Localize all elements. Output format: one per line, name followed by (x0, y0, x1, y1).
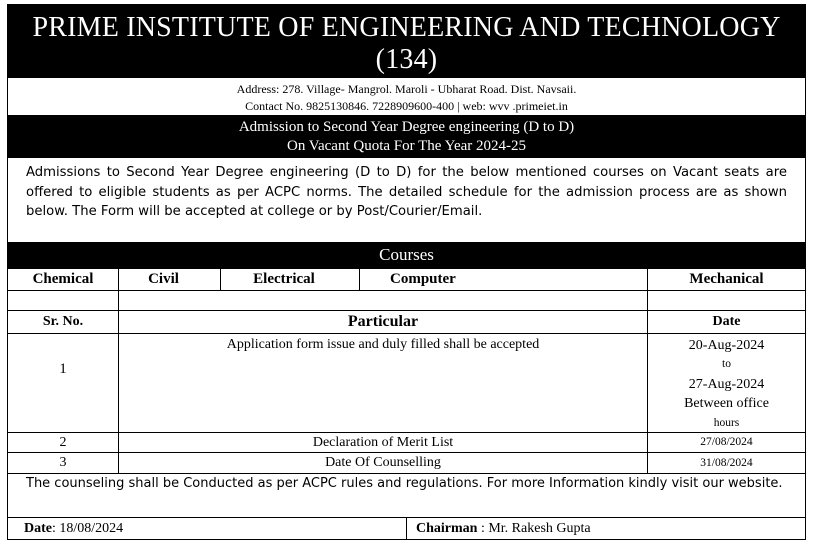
admission-line-2: On Vacant Quota For The Year 2024-25 (287, 138, 526, 154)
empty-cell (7, 290, 119, 311)
address-block (7, 78, 806, 115)
date-start: 20-Aug-2024 (688, 338, 765, 353)
table-row-2-date: 27/08/2024 (647, 432, 806, 453)
course-civil: Civil (118, 268, 221, 291)
course-chemical: Chemical (7, 268, 119, 291)
date-value: : 18/08/2024 (52, 521, 124, 536)
course-computer: Computer (359, 268, 648, 291)
particular-header: Particular (118, 310, 648, 334)
date-to: to (722, 358, 731, 371)
footer-chairman (406, 517, 806, 540)
address-line: Address: 278. Village- Mangrol. Maroli - Ubharat Road. Dist. Navsaii. (236, 82, 577, 96)
table-row-2-particular: Declaration of Merit List (118, 432, 648, 453)
chairman-value: : Mr. Rakesh Gupta (477, 521, 591, 536)
empty-cell (647, 290, 806, 311)
contact-line: Contact No. 9825130846. 7228909600-400 | web: wvv .primeiet.in (245, 99, 568, 113)
admission-heading (7, 115, 806, 158)
table-row-3-particular: Date Of Counselling (118, 452, 648, 474)
table-row-3-date: 31/08/2024 (647, 452, 806, 474)
intro-paragraph: Admissions to Second Year Degree engineering (D to D) for the below mentioned courses on Vacant seats are offered to eligible students as per ACPC norms. The detailed schedule for the admission process are as shown below. The Form will be accepted at college or by Post/Courier/Email. (7, 158, 806, 242)
table-row-1-particular: Application form issue and duly filled shall be accepted (118, 333, 648, 433)
admission-line-1: Admission to Second Year Degree engineering (D to D) (238, 119, 575, 135)
courses-heading: Courses (7, 242, 806, 268)
footer-date (7, 517, 407, 540)
table-row-2-sr: 2 (7, 432, 119, 453)
date-end: 27-Aug-2024 (688, 376, 765, 392)
date-note-1: Between office (684, 396, 769, 412)
table-row-1-sr: 1 (7, 333, 119, 433)
date-label: Date (24, 521, 52, 536)
table-row-1-date (647, 333, 806, 433)
chairman-label: Chairman (416, 521, 478, 536)
date-header: Date (647, 310, 806, 334)
course-mechanical: Mechanical (647, 268, 806, 291)
date-note-2: hours (713, 416, 740, 429)
course-electrical: Electrical (220, 268, 360, 291)
institute-title: PRIME INSTITUTE OF ENGINEERING AND TECHNOLOGY (134) (7, 4, 806, 78)
empty-cell (118, 290, 648, 311)
sr-no-header: Sr. No. (7, 310, 119, 334)
table-row-3-sr: 3 (7, 452, 119, 474)
counseling-note: The counseling shall be Conducted as per ACPC rules and regulations. For more Information kindly visit our website. (7, 473, 806, 517)
